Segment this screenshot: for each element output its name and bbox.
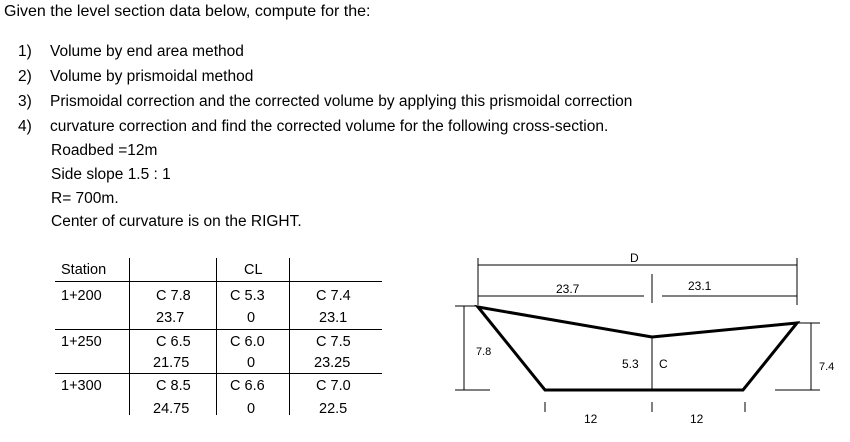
left-height-label: 7.8 [476,346,492,358]
given-radius: R= 700m. [51,190,119,207]
right-cut: C 7.5 [316,334,351,350]
station-label: 1+300 [61,378,102,394]
task-number: 1) [18,43,32,60]
right-distance: 22.5 [319,401,348,417]
task-text: Prismoidal correction and the corrected volume by applying this prismoidal correction [50,93,633,110]
task-text: Volume by prismoidal method [50,68,254,85]
task-number: 3) [18,93,32,110]
center-distance: 0 [247,355,256,371]
left-distance: 21.75 [153,355,190,371]
left-width-label: 23.7 [556,282,580,296]
task-text: Volume by end area method [50,43,244,60]
center-cut: C 6.6 [230,378,265,394]
left-cut: C 7.8 [156,288,191,304]
header-station: Station [61,262,107,278]
right-height-label: 7.4 [819,361,835,373]
left-distance: 24.75 [153,401,190,417]
left-distance: 23.7 [156,310,185,326]
cross-section-outline [478,307,797,390]
task-number: 2) [18,68,32,85]
left-cut: C 8.5 [156,378,191,394]
right-width-label: 23.1 [688,279,712,293]
right-distance: 23.25 [314,355,351,371]
center-cut: C 6.0 [230,334,265,350]
station-label: 1+250 [61,334,102,350]
given-curvature-center: Center of curvature is on the RIGHT. [51,213,302,230]
right-distance: 23.1 [319,310,348,326]
given-side-slope: Side slope 1.5 : 1 [51,166,171,183]
base-left-label: 12 [584,412,598,426]
right-cut: C 7.4 [316,288,351,304]
center-distance: 0 [247,401,256,417]
center-distance: 0 [247,310,256,326]
task-text: curvature correction and find the corrected volume for the following cross-section. [50,118,609,135]
label-d: D [630,251,639,265]
right-cut: C 7.0 [316,378,351,394]
center-label: C [659,357,668,371]
center-height-label: 5.3 [622,357,639,371]
base-right-label: 12 [690,412,704,426]
station-label: 1+200 [61,288,102,304]
given-roadbed: Roadbed =12m [51,142,158,159]
task-number: 4) [18,118,32,135]
left-cut: C 6.5 [156,334,191,350]
header-cl: CL [244,262,263,278]
problem-heading: Given the level section data below, compute for the: [4,3,371,20]
center-cut: C 5.3 [230,288,265,304]
